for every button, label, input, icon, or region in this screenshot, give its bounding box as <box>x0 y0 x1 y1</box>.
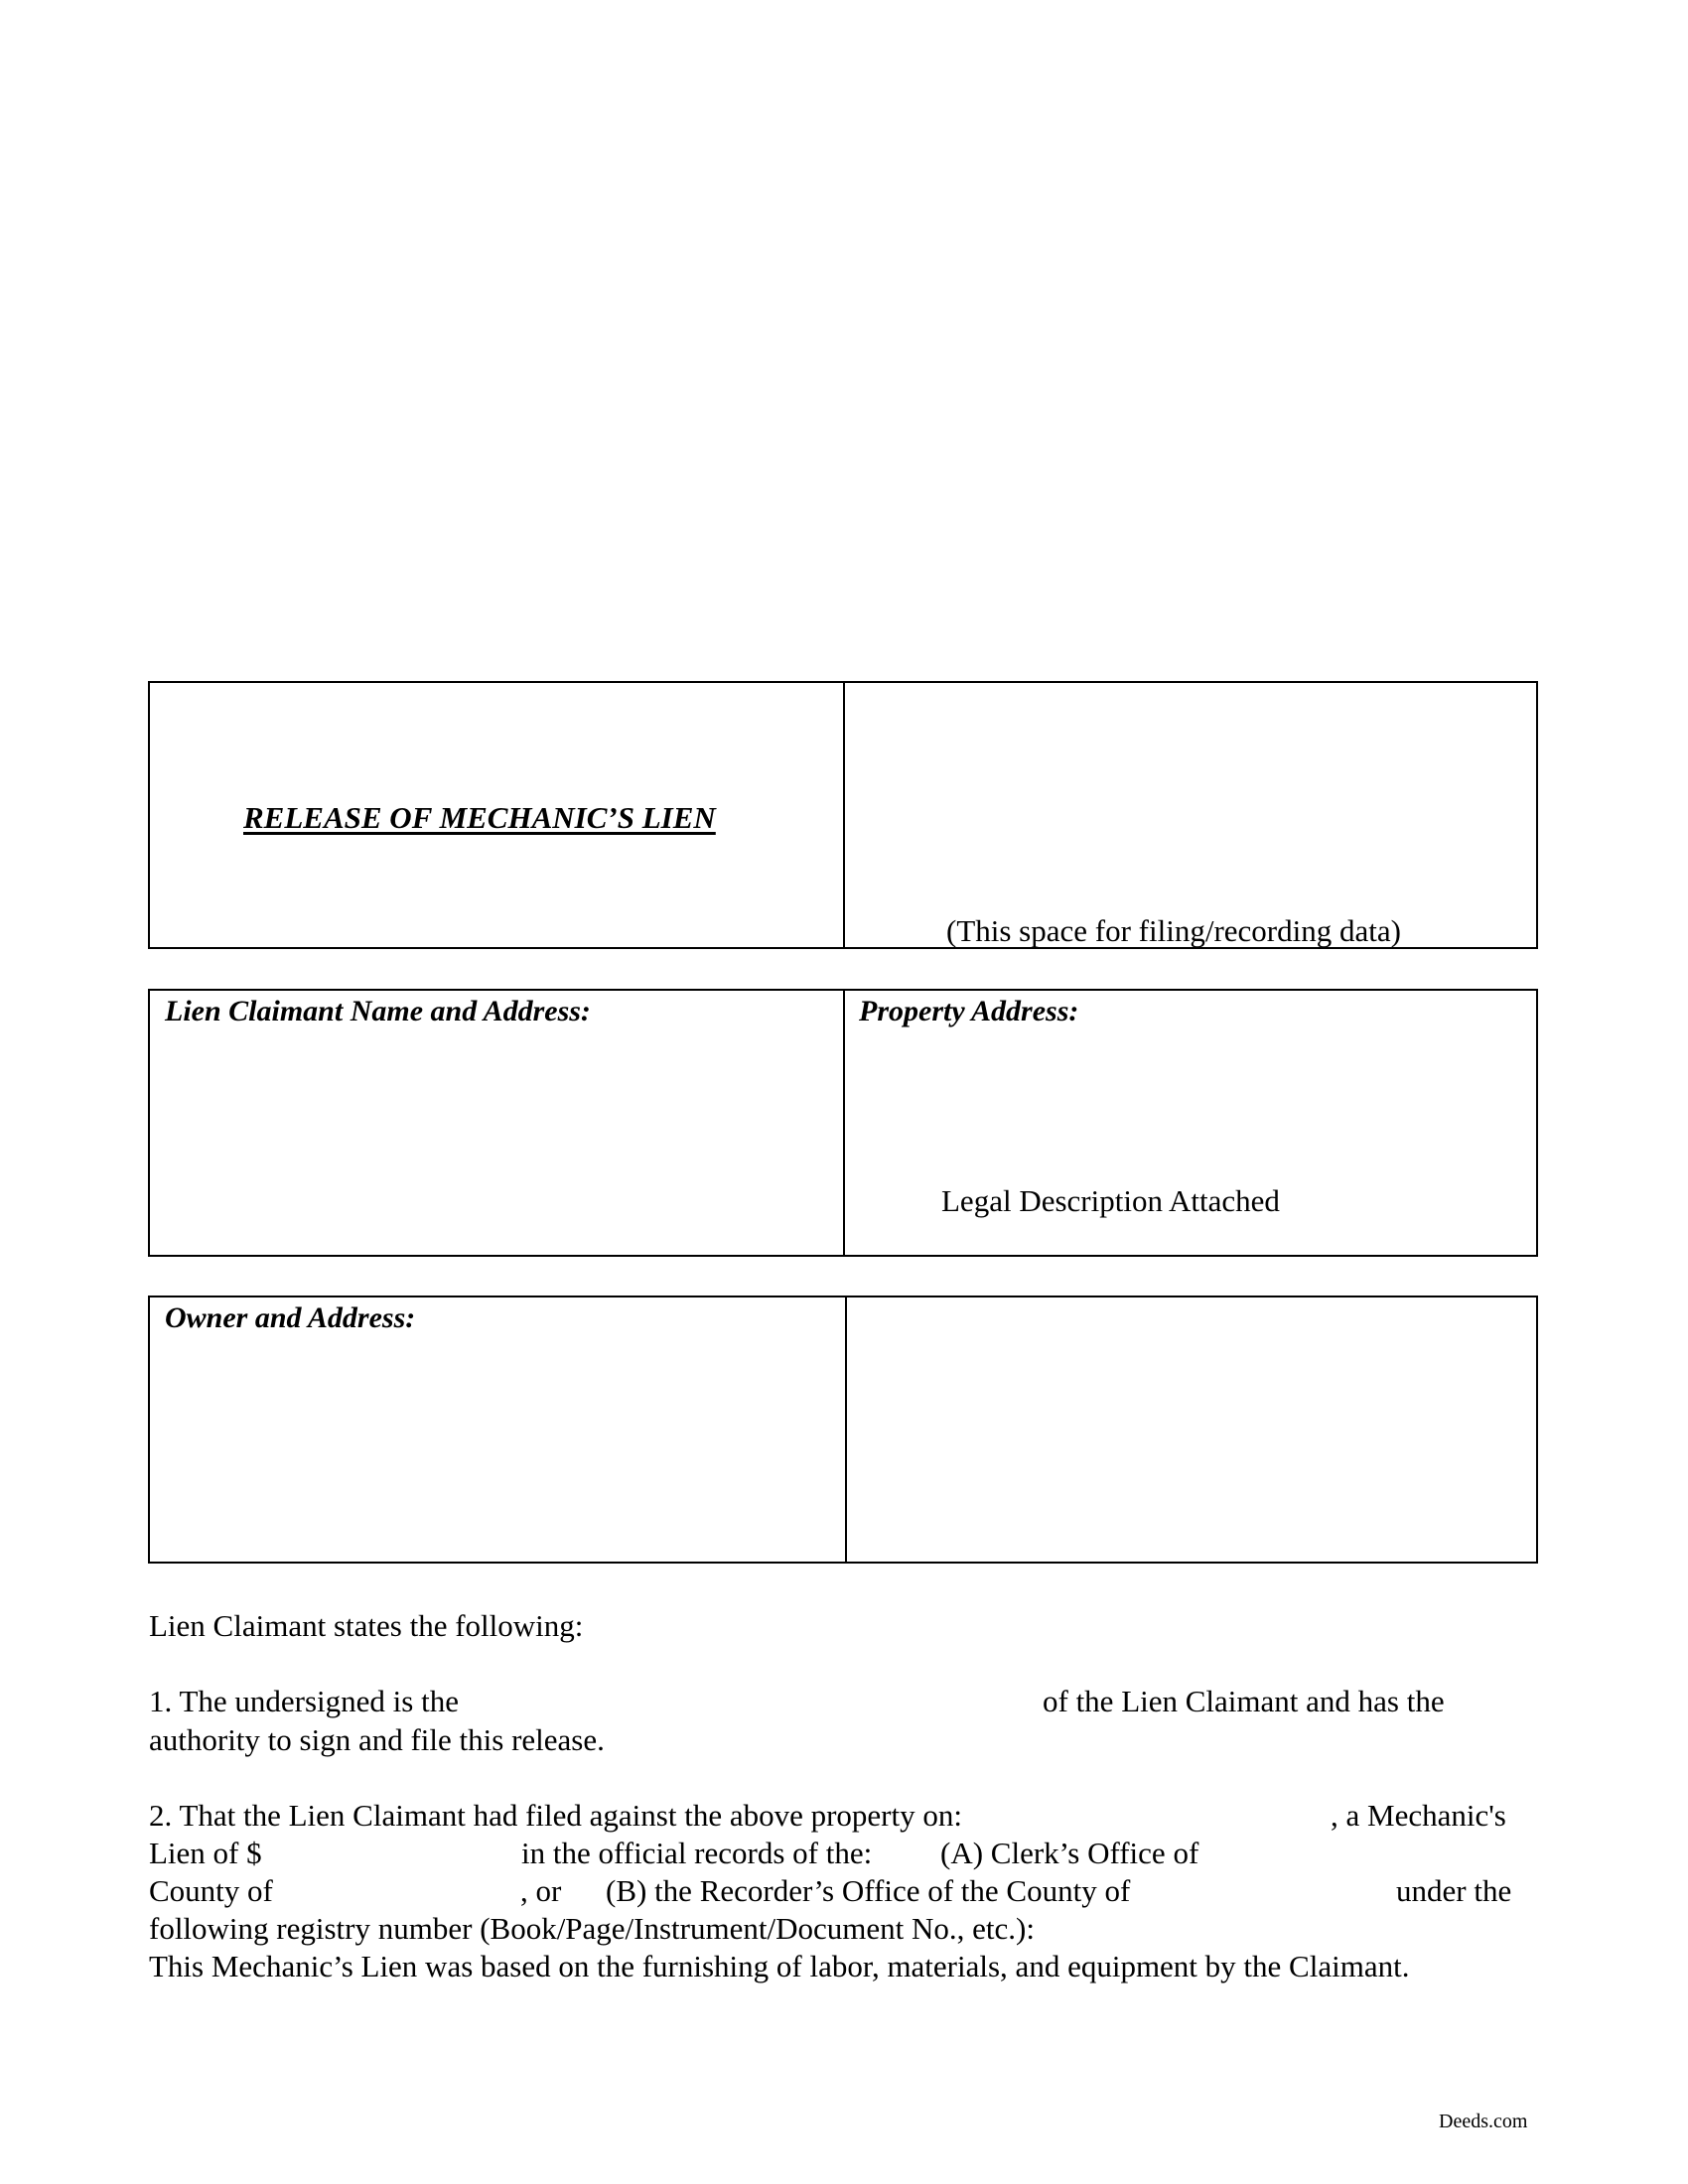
owner-box-divider <box>845 1297 847 1562</box>
paragraph-2-line-1-b: , a Mechanic's <box>1331 1798 1506 1833</box>
property-address-label: Property Address: <box>859 995 1079 1027</box>
header-box-divider <box>843 683 845 947</box>
paragraph-2-line-3-a: County of <box>149 1873 273 1908</box>
paragraph-2-line-2-a: Lien of $ <box>149 1836 262 1870</box>
intro-statement: Lien Claimant states the following: <box>149 1608 584 1643</box>
owner-box <box>148 1296 1538 1564</box>
header-box <box>148 681 1538 949</box>
paragraph-2-line-2-c: (A) Clerk’s Office of <box>940 1836 1199 1870</box>
paragraph-1-line-1-a: 1. The undersigned is the <box>149 1684 459 1718</box>
recording-space-note: (This space for filing/recording data) <box>946 913 1401 948</box>
footer-brand: Deeds.com <box>1439 2111 1528 2132</box>
paragraph-2-line-1-a: 2. That the Lien Claimant had filed against the above property on: <box>149 1798 962 1833</box>
paragraph-2-line-2-b: in the official records of the: <box>521 1836 873 1870</box>
owner-label: Owner and Address: <box>165 1301 416 1334</box>
lien-claimant-label: Lien Claimant Name and Address: <box>165 995 591 1027</box>
paragraph-1-line-2: authority to sign and file this release. <box>149 1722 605 1757</box>
paragraph-2-line-3-b: , or <box>520 1873 562 1908</box>
parties-box <box>148 989 1538 1257</box>
parties-box-divider <box>843 991 845 1255</box>
document-title: RELEASE OF MECHANIC’S LIEN <box>243 800 716 835</box>
legal-description-note: Legal Description Attached <box>941 1183 1280 1218</box>
paragraph-2-line-4: following registry number (Book/Page/Instrument/Document No., etc.): <box>149 1911 1035 1946</box>
paragraph-2-line-5: This Mechanic’s Lien was based on the furnishing of labor, materials, and equipment by the Claimant. <box>149 1949 1410 1983</box>
paragraph-1-line-1-b: of the Lien Claimant and has the <box>1043 1684 1445 1718</box>
paragraph-2-line-3-d: under the <box>1396 1873 1512 1908</box>
paragraph-2-line-3-c: (B) the Recorder’s Office of the County of <box>606 1873 1131 1908</box>
